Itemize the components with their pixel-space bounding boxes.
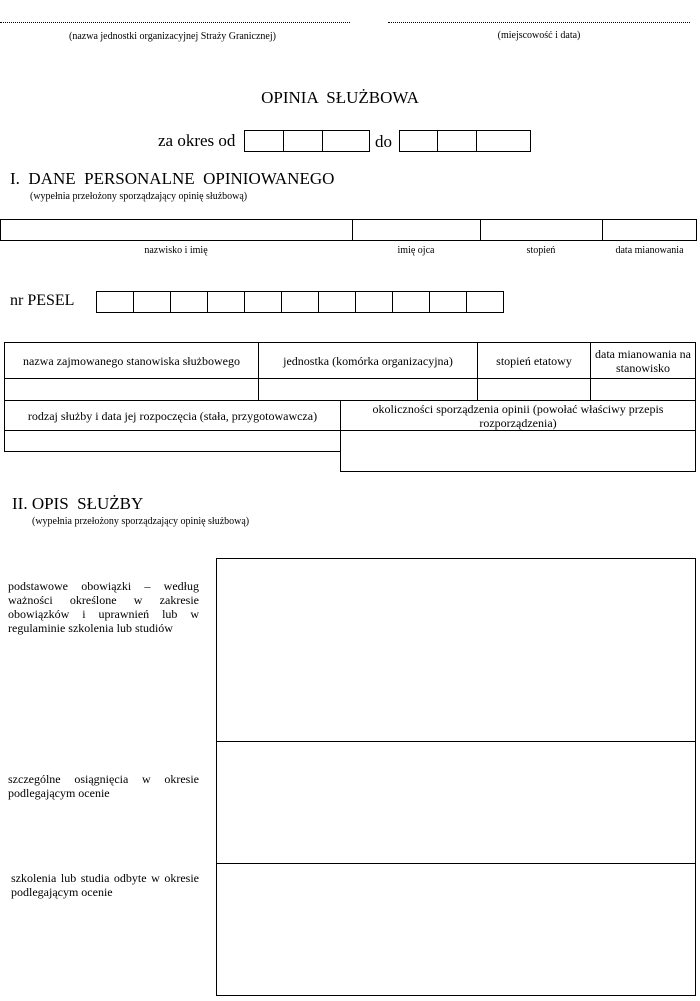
section1-note: (wypełnia przełożony sporządzający opinię służbową) xyxy=(30,191,248,202)
section1-heading: I. DANE PERSONALNE OPINIOWANEGO xyxy=(10,169,335,188)
position-value-cell[interactable] xyxy=(5,379,258,399)
trainings-field[interactable] xyxy=(217,864,695,995)
name-field-label: nazwisko i imię xyxy=(144,245,208,256)
period-to-label: do xyxy=(375,132,392,151)
duties-field[interactable] xyxy=(217,559,695,741)
unit-name-caption: (nazwa jednostki organizacyjnej Straży Granicznej) xyxy=(69,31,276,42)
unit-value-cell[interactable] xyxy=(259,379,477,399)
trainings-label: szkolenia lub studia odbyte w okresie podlegającym ocenie xyxy=(11,871,199,899)
pesel-label: nr PESEL xyxy=(10,292,75,309)
unit-name-line[interactable] xyxy=(0,22,350,23)
personal-data-row xyxy=(0,219,697,241)
unit-header: jednostka (komórka organizacyjna) xyxy=(283,353,453,368)
document-title: OPINIA SŁUŻBOWA xyxy=(261,88,419,107)
period-to-date-field[interactable] xyxy=(399,130,531,152)
service-type-header: rodzaj służby i data jej rozpoczęcia (stała, przygotowawcza) xyxy=(27,408,318,423)
period-from-label: za okres od xyxy=(158,131,236,150)
circumstances-value-cell[interactable] xyxy=(341,431,695,471)
achievements-field[interactable] xyxy=(217,742,695,863)
section2-note: (wypełnia przełożony sporządzający opinię służbową) xyxy=(32,516,250,527)
place-date-caption: (miejscowość i data) xyxy=(497,30,581,41)
post-appointment-date-value-cell[interactable] xyxy=(591,379,695,399)
rank-field-label: stopień xyxy=(526,245,556,256)
post-rank-header: stopień etatowy xyxy=(496,353,572,368)
appointment-date-field-label: data mianowania xyxy=(615,245,684,256)
achievements-label: szczególne osiągnięcia w okresie podlegającym ocenie xyxy=(8,772,199,800)
pesel-field[interactable] xyxy=(96,291,504,313)
duties-label: podstawowe obowiązki – według ważności określone w zakresie obowiązków i uprawnień lub w regulaminie szkolenia lub studiów xyxy=(8,579,199,635)
post-appointment-date-header: data mianowania na stanowisko xyxy=(595,346,691,375)
service-type-value-cell[interactable] xyxy=(5,431,340,451)
period-from-date-field[interactable] xyxy=(244,130,370,152)
place-date-line[interactable] xyxy=(388,22,690,23)
father-name-field-label: imię ojca xyxy=(397,245,435,256)
circumstances-header: okoliczności sporządzenia opinii (powołać właściwy przepis rozporządzenia) xyxy=(372,401,664,430)
position-header: nazwa zajmowanego stanowiska służbowego xyxy=(23,353,240,368)
post-rank-value-cell[interactable] xyxy=(478,379,590,399)
section2-heading: II. OPIS SŁUŻBY xyxy=(12,494,144,513)
